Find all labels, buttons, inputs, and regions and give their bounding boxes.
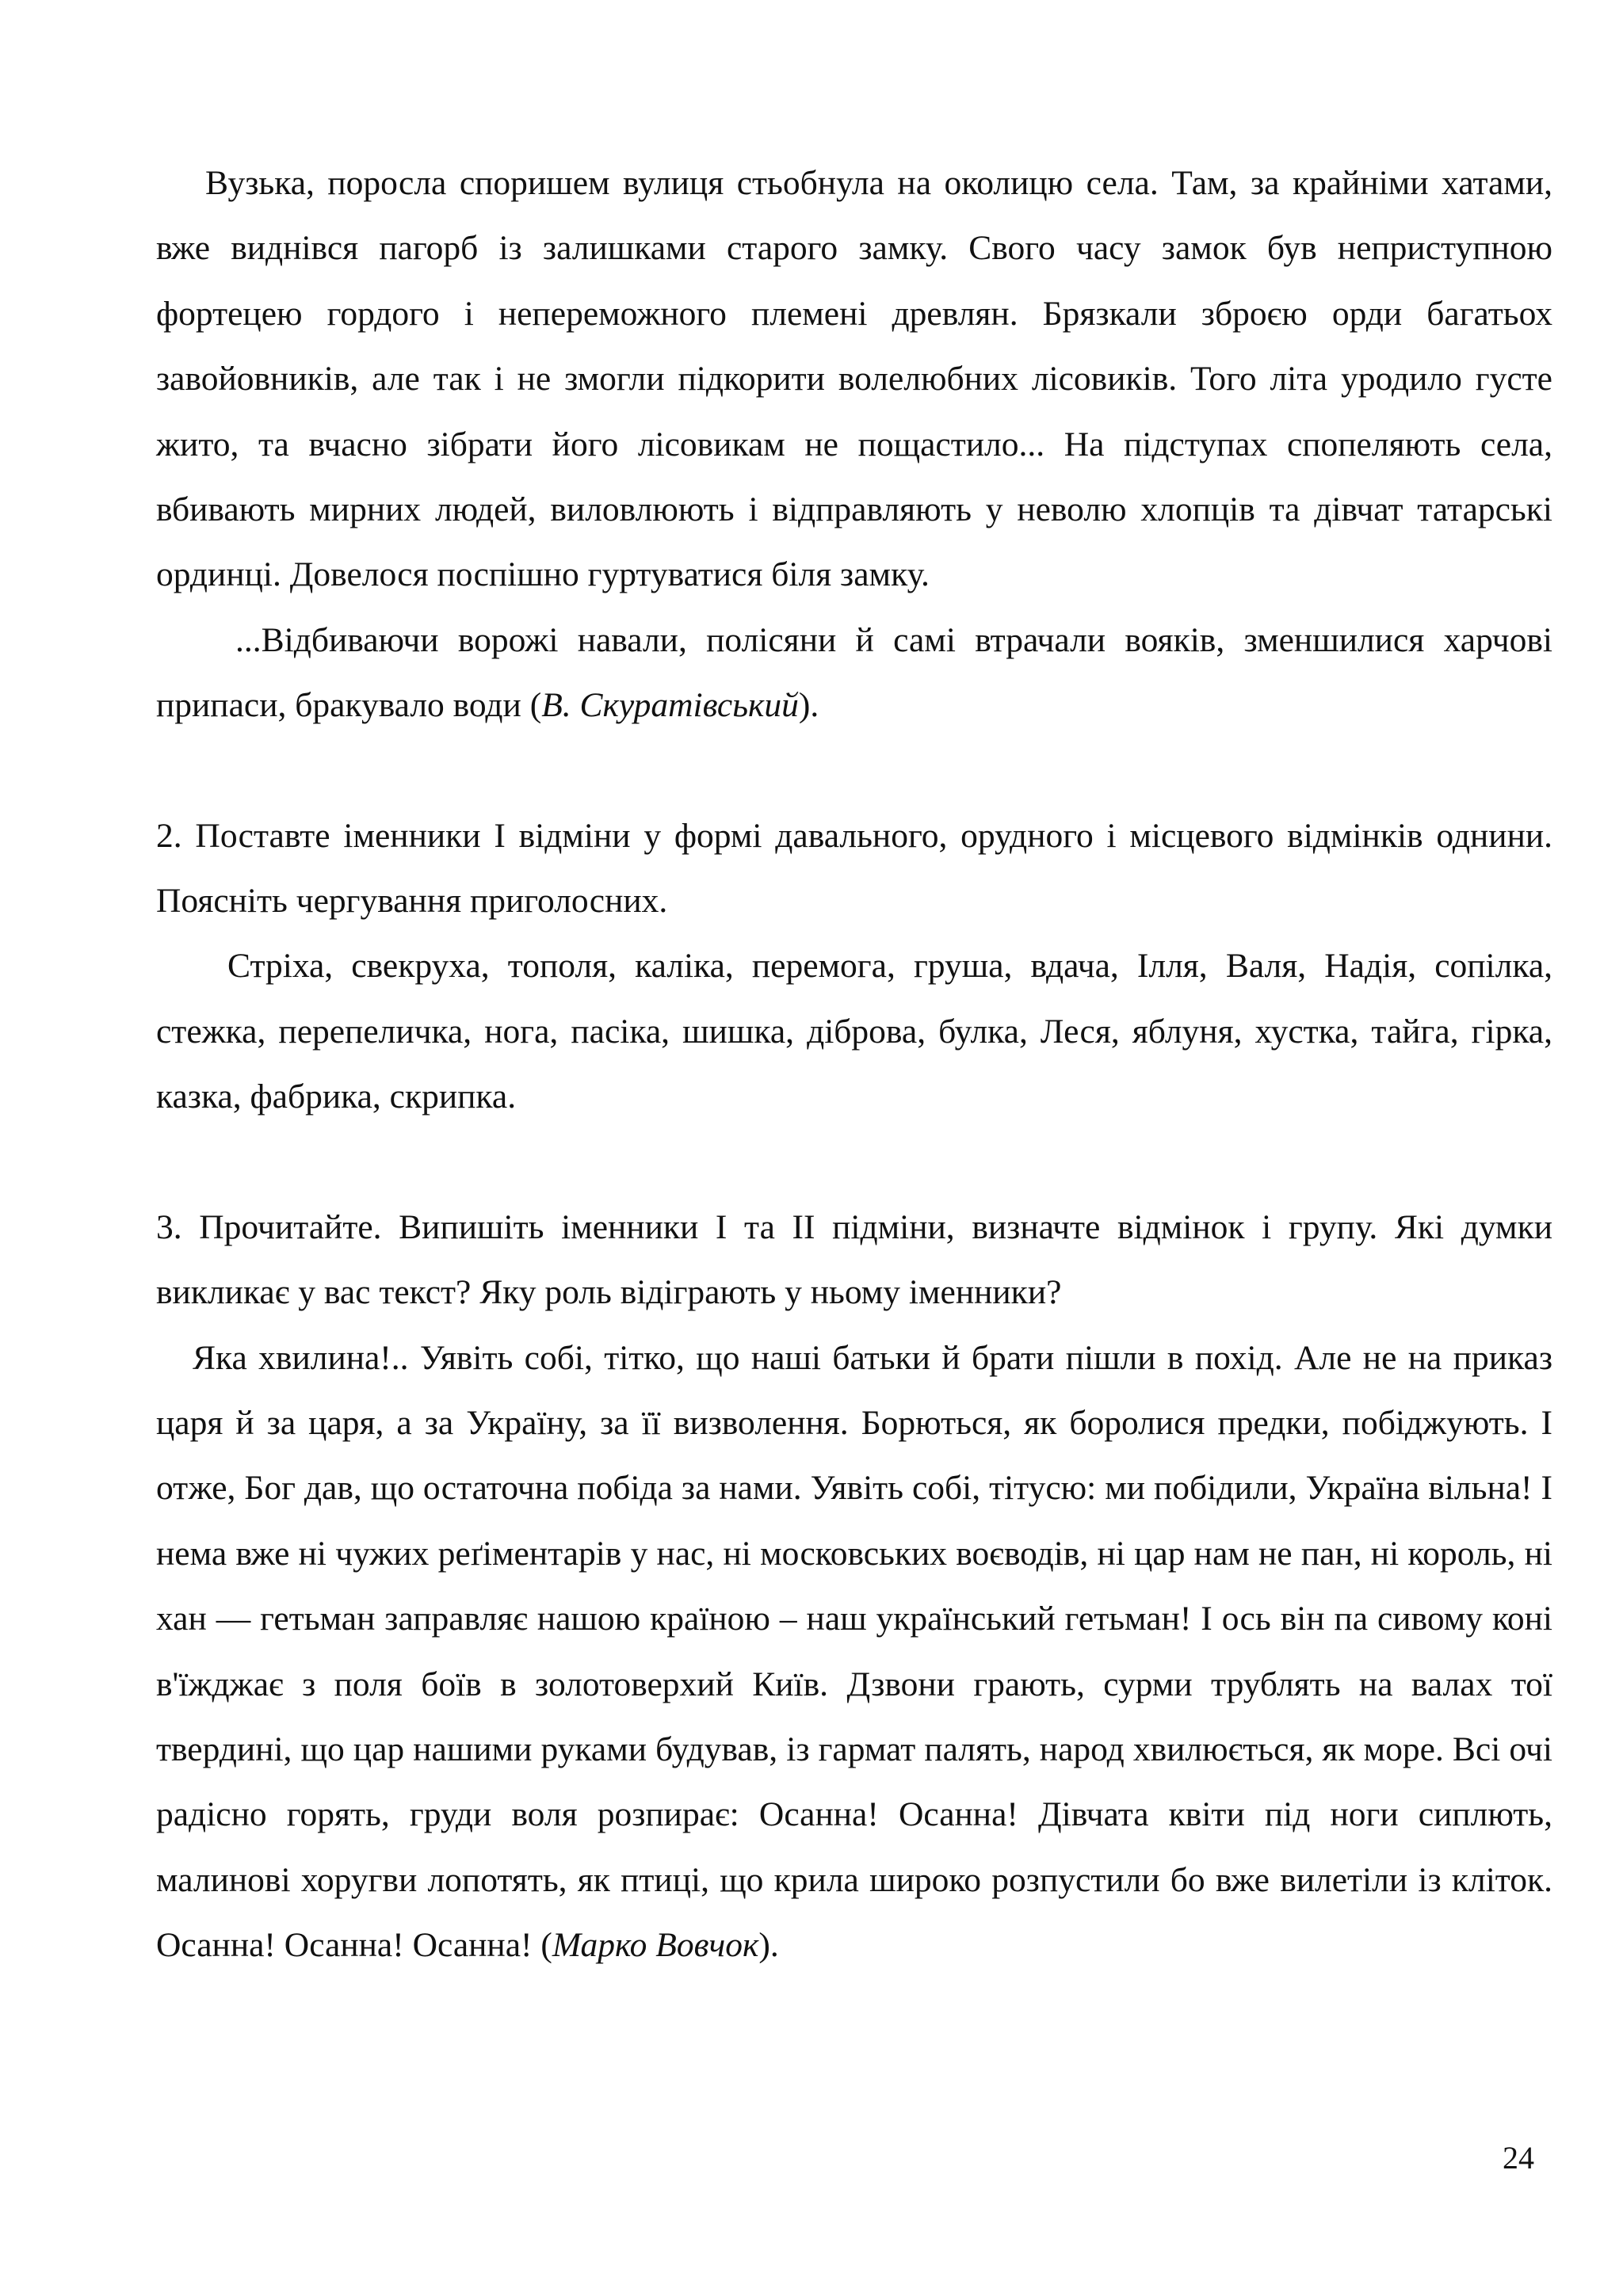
paragraph-2-text: ...Відбиваючи ворожі навали, полісяни й самі втрачали вояків, зменшилися харчові припаси, бракувало води (: [156, 620, 1552, 725]
paragraph-2-end: ).: [798, 686, 819, 725]
document-page: [156, 151, 1552, 1978]
author-citation-1: В. Скуратівський: [541, 686, 799, 725]
task-3-heading: 3. Прочитайте. Випишіть іменники І та ІІ підміни, визначте відмінок і групу. Які думки викликає у вас текст? Яку роль відіграють у ньому іменники?: [156, 1207, 1552, 1312]
task-3-end: ).: [758, 1926, 779, 1965]
task-3-passage: Яка хвилина!.. Уявіть собі, тітко, що наші батьки й брати пішли в похід. Але не на приказ царя й за царя, а за Україну, за її визволення. Борються, як боролися предки, побіджують. І отже, Бог дав, що остаточна побіда за нами. Уявіть собі, тітусю: ми побідили, Україна вільна! І нема вже ні чужих реґіментарів у нас, ні московських воєводів, ні цар нам не пан, ні король, ні хан — гетьман заправляє нашою країною – наш український гетьман! І ось він па сивому коні в'їжджає з поля боїв в золотоверхий Київ. Дзвони грають, сурми трублять на валах тої твердині, що цар нашими руками будував, із гармат палять, народ хвилюється, як море. Всі очі радісно горять, груди воля розпирає: Осанна! Осанна! Дівчата квіти під ноги сиплють, малинові хоругви лопотять, як птиці, що крила широко розпустили бо вже вилетіли із кліток. Осанна! Осанна! Осанна! (: [156, 1338, 1552, 1965]
task-3-text: [156, 1325, 1552, 1978]
page-number: 24: [1503, 2140, 1534, 2176]
author-citation-2: Марко Вовчок: [552, 1926, 759, 1965]
paragraph-1: Вузька, поросла споришем вулиця стьобнула на околицю села. Там, за крайніми хатами, вже виднівся пагорб із залишками старого замку. Свого часу замок був неприступною фортецею гордого і непереможного племені древлян. Брязкали зброєю орди багатьох завойовників, але так і не змогли підкорити волелюбних лісовиків. Того літа уродило густе жито, та вчасно зібрати його лісовикам не пощастило... На підступах спопеляють села, вбивають мирних людей, виловлюють і відправляють у неволю хлопців та дівчат татарські ординці. Довелося поспішно гуртуватися біля замку.: [156, 164, 1552, 594]
task-2-word-list: Стріха, свекруха, тополя, каліка, перемога, груша, вдача, Ілля, Валя, Надія, сопілка, стежка, перепеличка, нога, пасіка, шишка, діброва, булка, Леся, яблуня, хустка, тайга, гірка, казка, фабрика, скрипка.: [156, 947, 1552, 1116]
paragraph-2: [156, 608, 1552, 738]
task-2-heading: 2. Поставте іменники І відміни у формі давального, орудного і місцевого відмінків однини. Поясніть чергування приголосних.: [156, 816, 1552, 921]
